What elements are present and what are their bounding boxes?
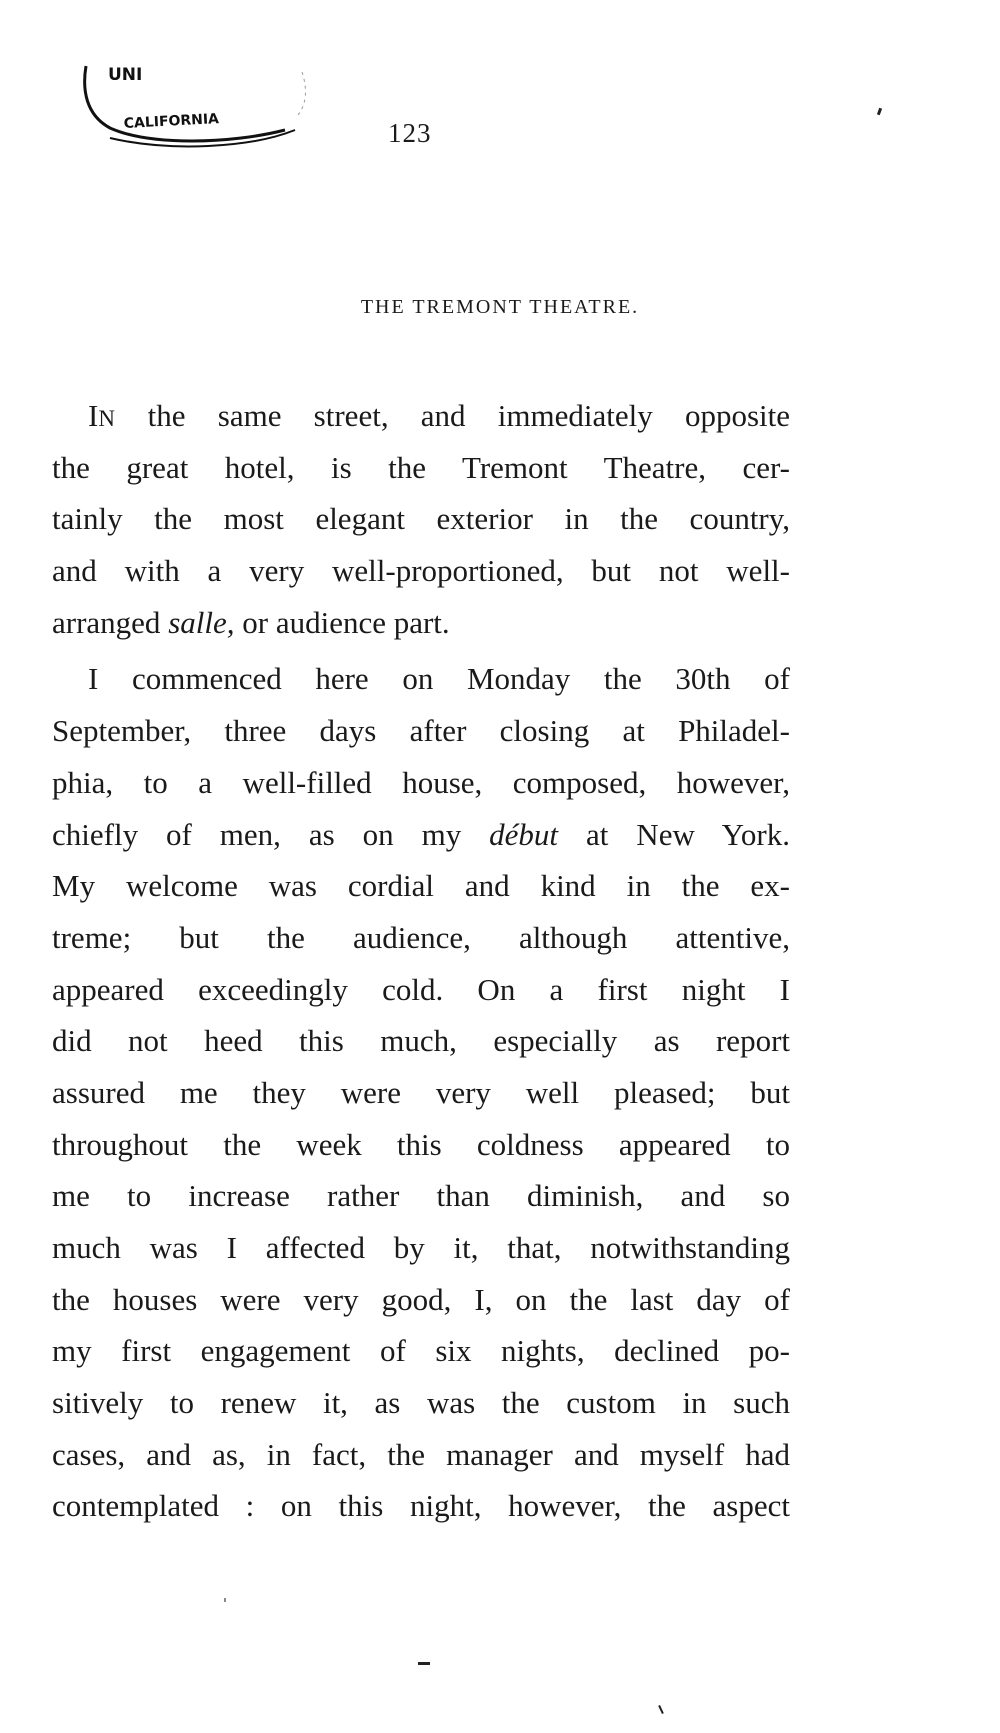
paragraph-2-line-1: I commenced here on Monday the 30th of bbox=[88, 661, 790, 697]
print-speck bbox=[658, 1705, 664, 1714]
paragraph-1-line-5 bbox=[52, 597, 790, 649]
paragraph-1-line-1 bbox=[52, 390, 790, 442]
page-number: 123 bbox=[388, 118, 432, 148]
print-speck bbox=[224, 1598, 226, 1602]
paragraph-2-line-17: contemplated : on this night, however, the aspect bbox=[52, 1488, 790, 1524]
paragraph-1-line-1-text: the same street, and immediately opposite bbox=[115, 398, 790, 433]
paragraph-2-line-9: assured me they were very well pleased; but bbox=[52, 1074, 790, 1110]
paragraph-2-line-2: September, three days after closing at Philadel- bbox=[52, 713, 790, 749]
p1-l5-after: or audience part. bbox=[234, 604, 450, 640]
p2-l4-after: at New York. bbox=[558, 816, 790, 852]
paragraph-2-line-6: treme; but the audience, although attentive, bbox=[52, 919, 790, 955]
paragraph-2-line-16: cases, and as, in fact, the manager and myself had bbox=[52, 1436, 790, 1472]
paragraph-1-line-3: tainly the most elegant exterior in the country, bbox=[52, 501, 790, 537]
chapter-title: THE TREMONT THEATRE. bbox=[360, 296, 640, 318]
p1-l5-italic: salle, bbox=[168, 604, 235, 640]
paragraph-2-line-14: my first engagement of six nights, declined po- bbox=[52, 1333, 790, 1369]
paragraph-2-line-15: sitively to renew it, as was the custom in such bbox=[52, 1385, 790, 1421]
stamp-bottom-text: CALIFORNIA bbox=[123, 111, 220, 132]
paragraph-1-line-4: and with a very well-proportioned, but not well- bbox=[52, 553, 790, 589]
library-stamp-graphic bbox=[80, 60, 340, 150]
drop-small-cap-first: I bbox=[88, 398, 99, 433]
paragraph-2-line-12: much was I affected by it, that, notwithstanding bbox=[52, 1230, 790, 1265]
p2-l4-italic: début bbox=[489, 816, 559, 852]
paragraph-2-line-4 bbox=[52, 809, 790, 861]
stamp-top-text: UNI bbox=[108, 65, 143, 85]
body-text bbox=[52, 390, 790, 1532]
print-speck bbox=[877, 108, 882, 116]
drop-small-cap-rest: N bbox=[98, 406, 116, 431]
paragraph-2-line-11: me to increase rather than diminish, and so bbox=[52, 1178, 790, 1214]
library-stamp bbox=[80, 60, 340, 150]
print-speck bbox=[418, 1662, 430, 1665]
paragraph-2-line-7: appeared exceedingly cold. On a first night I bbox=[52, 971, 790, 1007]
paragraph-2-line-13: the houses were very good, I, on the last day of bbox=[52, 1281, 790, 1317]
p2-l4-before: chiefly of men, as on my bbox=[52, 816, 490, 852]
paragraph-2-line-3: phia, to a well-filled house, composed, however, bbox=[52, 764, 790, 800]
paragraph-2-line-5: My welcome was cordial and kind in the ex- bbox=[52, 868, 790, 904]
paragraph-2-line-8: did not heed this much, especially as report bbox=[52, 1023, 790, 1059]
p1-l5-before: arranged bbox=[52, 604, 169, 640]
paragraph-2-line-10: throughout the week this coldness appeared to bbox=[52, 1126, 790, 1162]
paragraph-1-line-2: the great hotel, is the Tremont Theatre, cer- bbox=[52, 449, 790, 485]
